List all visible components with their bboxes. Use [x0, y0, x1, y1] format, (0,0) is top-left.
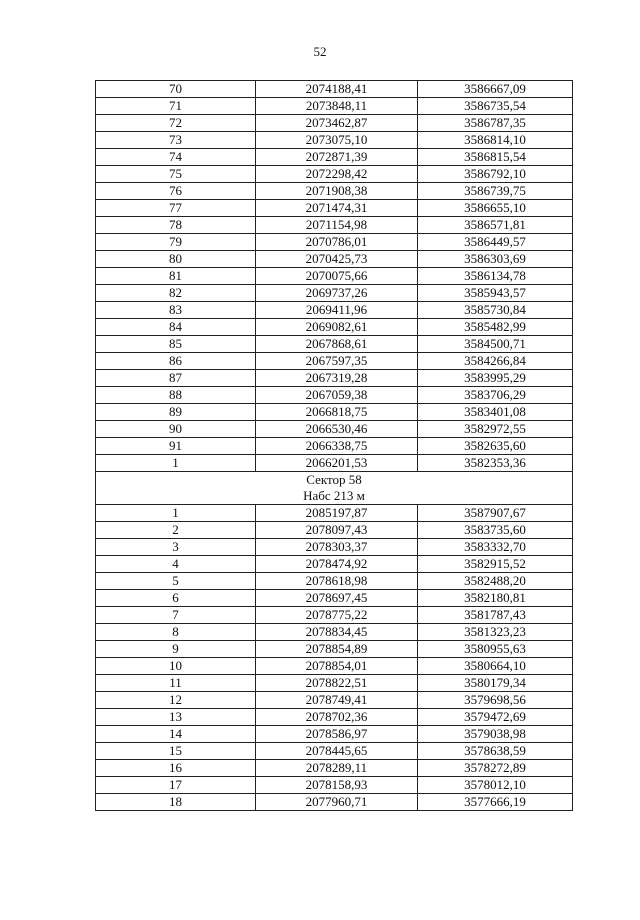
point-number-cell: 83: [96, 302, 256, 319]
y-coordinate-cell: 3580179,34: [418, 675, 573, 692]
point-number-cell: 74: [96, 149, 256, 166]
x-coordinate-cell: 2078834,45: [256, 624, 418, 641]
y-coordinate-cell: 3586667,09: [418, 81, 573, 98]
table-row: [96, 590, 573, 607]
x-coordinate-cell: 2069411,96: [256, 302, 418, 319]
point-number-cell: 1: [96, 505, 256, 522]
point-number-cell: 89: [96, 404, 256, 421]
section-header-cell: [96, 472, 573, 505]
point-number-cell: 11: [96, 675, 256, 692]
x-coordinate-cell: 2078303,37: [256, 539, 418, 556]
table-row: [96, 726, 573, 743]
table-row: [96, 98, 573, 115]
y-coordinate-cell: 3579698,56: [418, 692, 573, 709]
y-coordinate-cell: 3577666,19: [418, 794, 573, 811]
table-row: [96, 760, 573, 777]
point-number-cell: 7: [96, 607, 256, 624]
y-coordinate-cell: 3583706,29: [418, 387, 573, 404]
table-row: [96, 268, 573, 285]
y-coordinate-cell: 3586571,81: [418, 217, 573, 234]
x-coordinate-cell: 2078822,51: [256, 675, 418, 692]
x-coordinate-cell: 2078158,93: [256, 777, 418, 794]
table-row: [96, 743, 573, 760]
table-row: [96, 556, 573, 573]
table-row: [96, 641, 573, 658]
y-coordinate-cell: 3586792,10: [418, 166, 573, 183]
x-coordinate-cell: 2078618,98: [256, 573, 418, 590]
x-coordinate-cell: 2078854,89: [256, 641, 418, 658]
y-coordinate-cell: 3586303,69: [418, 251, 573, 268]
point-number-cell: 70: [96, 81, 256, 98]
x-coordinate-cell: 2085197,87: [256, 505, 418, 522]
table-body-part1: [96, 81, 573, 472]
x-coordinate-cell: 2071154,98: [256, 217, 418, 234]
point-number-cell: 15: [96, 743, 256, 760]
y-coordinate-cell: 3585943,57: [418, 285, 573, 302]
x-coordinate-cell: 2067059,38: [256, 387, 418, 404]
point-number-cell: 12: [96, 692, 256, 709]
x-coordinate-cell: 2070786,01: [256, 234, 418, 251]
x-coordinate-cell: 2066530,46: [256, 421, 418, 438]
x-coordinate-cell: 2078854,01: [256, 658, 418, 675]
x-coordinate-cell: 2072871,39: [256, 149, 418, 166]
y-coordinate-cell: 3585730,84: [418, 302, 573, 319]
x-coordinate-cell: 2069737,26: [256, 285, 418, 302]
table-row: [96, 285, 573, 302]
x-coordinate-cell: 2067868,61: [256, 336, 418, 353]
x-coordinate-cell: 2071474,31: [256, 200, 418, 217]
x-coordinate-cell: 2066201,53: [256, 455, 418, 472]
x-coordinate-cell: 2078445,65: [256, 743, 418, 760]
table-row: [96, 438, 573, 455]
y-coordinate-cell: 3581323,23: [418, 624, 573, 641]
point-number-cell: 14: [96, 726, 256, 743]
section-title: Сектор 58: [306, 472, 362, 487]
point-number-cell: 71: [96, 98, 256, 115]
section-header-body: [96, 472, 573, 505]
table-row: [96, 777, 573, 794]
point-number-cell: 17: [96, 777, 256, 794]
point-number-cell: 86: [96, 353, 256, 370]
x-coordinate-cell: 2078474,92: [256, 556, 418, 573]
y-coordinate-cell: 3582353,36: [418, 455, 573, 472]
table-row: [96, 251, 573, 268]
table-row: [96, 709, 573, 726]
table-row: [96, 522, 573, 539]
point-number-cell: 6: [96, 590, 256, 607]
point-number-cell: 90: [96, 421, 256, 438]
point-number-cell: 3: [96, 539, 256, 556]
table-row: [96, 149, 573, 166]
point-number-cell: 84: [96, 319, 256, 336]
table-row: [96, 336, 573, 353]
point-number-cell: 77: [96, 200, 256, 217]
point-number-cell: 4: [96, 556, 256, 573]
x-coordinate-cell: 2078697,45: [256, 590, 418, 607]
coordinates-table: [95, 80, 573, 811]
table-body-part2: [96, 505, 573, 811]
y-coordinate-cell: 3582915,52: [418, 556, 573, 573]
point-number-cell: 81: [96, 268, 256, 285]
y-coordinate-cell: 3582635,60: [418, 438, 573, 455]
x-coordinate-cell: 2067319,28: [256, 370, 418, 387]
point-number-cell: 1: [96, 455, 256, 472]
table-row: [96, 234, 573, 251]
point-number-cell: 2: [96, 522, 256, 539]
table-row: [96, 624, 573, 641]
x-coordinate-cell: 2066338,75: [256, 438, 418, 455]
table-row: [96, 675, 573, 692]
point-number-cell: 9: [96, 641, 256, 658]
y-coordinate-cell: 3582488,20: [418, 573, 573, 590]
y-coordinate-cell: 3586134,78: [418, 268, 573, 285]
y-coordinate-cell: 3582180,81: [418, 590, 573, 607]
y-coordinate-cell: 3580955,63: [418, 641, 573, 658]
y-coordinate-cell: 3578012,10: [418, 777, 573, 794]
table-row: [96, 115, 573, 132]
point-number-cell: 91: [96, 438, 256, 455]
x-coordinate-cell: 2066818,75: [256, 404, 418, 421]
point-number-cell: 10: [96, 658, 256, 675]
point-number-cell: 16: [96, 760, 256, 777]
y-coordinate-cell: 3578638,59: [418, 743, 573, 760]
y-coordinate-cell: 3586735,54: [418, 98, 573, 115]
x-coordinate-cell: 2078097,43: [256, 522, 418, 539]
point-number-cell: 80: [96, 251, 256, 268]
table-row: [96, 200, 573, 217]
y-coordinate-cell: 3586814,10: [418, 132, 573, 149]
table-row: [96, 794, 573, 811]
x-coordinate-cell: 2070075,66: [256, 268, 418, 285]
point-number-cell: 87: [96, 370, 256, 387]
y-coordinate-cell: 3586739,75: [418, 183, 573, 200]
point-number-cell: 13: [96, 709, 256, 726]
y-coordinate-cell: 3581787,43: [418, 607, 573, 624]
table-row: [96, 81, 573, 98]
table-row: [96, 421, 573, 438]
table-row: [96, 319, 573, 336]
x-coordinate-cell: 2072298,42: [256, 166, 418, 183]
x-coordinate-cell: 2067597,35: [256, 353, 418, 370]
x-coordinate-cell: 2078586,97: [256, 726, 418, 743]
y-coordinate-cell: 3579038,98: [418, 726, 573, 743]
table-row: [96, 692, 573, 709]
table-row: [96, 404, 573, 421]
table-row: [96, 539, 573, 556]
y-coordinate-cell: 3584266,84: [418, 353, 573, 370]
table-row: [96, 166, 573, 183]
point-number-cell: 8: [96, 624, 256, 641]
x-coordinate-cell: 2078702,36: [256, 709, 418, 726]
table-row: [96, 132, 573, 149]
point-number-cell: 82: [96, 285, 256, 302]
table-row: [96, 573, 573, 590]
x-coordinate-cell: 2071908,38: [256, 183, 418, 200]
page-number: 52: [313, 44, 327, 59]
point-number-cell: 85: [96, 336, 256, 353]
table-row: [96, 455, 573, 472]
table-row: [96, 505, 573, 522]
y-coordinate-cell: 3583332,70: [418, 539, 573, 556]
y-coordinate-cell: 3582972,55: [418, 421, 573, 438]
y-coordinate-cell: 3587907,67: [418, 505, 573, 522]
y-coordinate-cell: 3584500,71: [418, 336, 573, 353]
x-coordinate-cell: 2078775,22: [256, 607, 418, 624]
x-coordinate-cell: 2069082,61: [256, 319, 418, 336]
y-coordinate-cell: 3586787,35: [418, 115, 573, 132]
y-coordinate-cell: 3585482,99: [418, 319, 573, 336]
y-coordinate-cell: 3586449,57: [418, 234, 573, 251]
x-coordinate-cell: 2074188,41: [256, 81, 418, 98]
point-number-cell: 88: [96, 387, 256, 404]
point-number-cell: 79: [96, 234, 256, 251]
y-coordinate-cell: 3583401,08: [418, 404, 573, 421]
point-number-cell: 76: [96, 183, 256, 200]
section-subtitle: Набс 213 м: [303, 488, 365, 503]
table-row: [96, 353, 573, 370]
y-coordinate-cell: 3586815,54: [418, 149, 573, 166]
table-row: [96, 217, 573, 234]
y-coordinate-cell: 3578272,89: [418, 760, 573, 777]
y-coordinate-cell: 3583995,29: [418, 370, 573, 387]
table-row: [96, 302, 573, 319]
table-row: [96, 387, 573, 404]
point-number-cell: 78: [96, 217, 256, 234]
section-header-row: [96, 472, 573, 505]
table-row: [96, 658, 573, 675]
x-coordinate-cell: 2073848,11: [256, 98, 418, 115]
x-coordinate-cell: 2070425,73: [256, 251, 418, 268]
x-coordinate-cell: 2073075,10: [256, 132, 418, 149]
table-row: [96, 183, 573, 200]
x-coordinate-cell: 2078289,11: [256, 760, 418, 777]
y-coordinate-cell: 3583735,60: [418, 522, 573, 539]
x-coordinate-cell: 2077960,71: [256, 794, 418, 811]
y-coordinate-cell: 3586655,10: [418, 200, 573, 217]
y-coordinate-cell: 3579472,69: [418, 709, 573, 726]
x-coordinate-cell: 2073462,87: [256, 115, 418, 132]
x-coordinate-cell: 2078749,41: [256, 692, 418, 709]
point-number-cell: 5: [96, 573, 256, 590]
point-number-cell: 18: [96, 794, 256, 811]
table-row: [96, 370, 573, 387]
point-number-cell: 75: [96, 166, 256, 183]
y-coordinate-cell: 3580664,10: [418, 658, 573, 675]
table-row: [96, 607, 573, 624]
point-number-cell: 72: [96, 115, 256, 132]
point-number-cell: 73: [96, 132, 256, 149]
